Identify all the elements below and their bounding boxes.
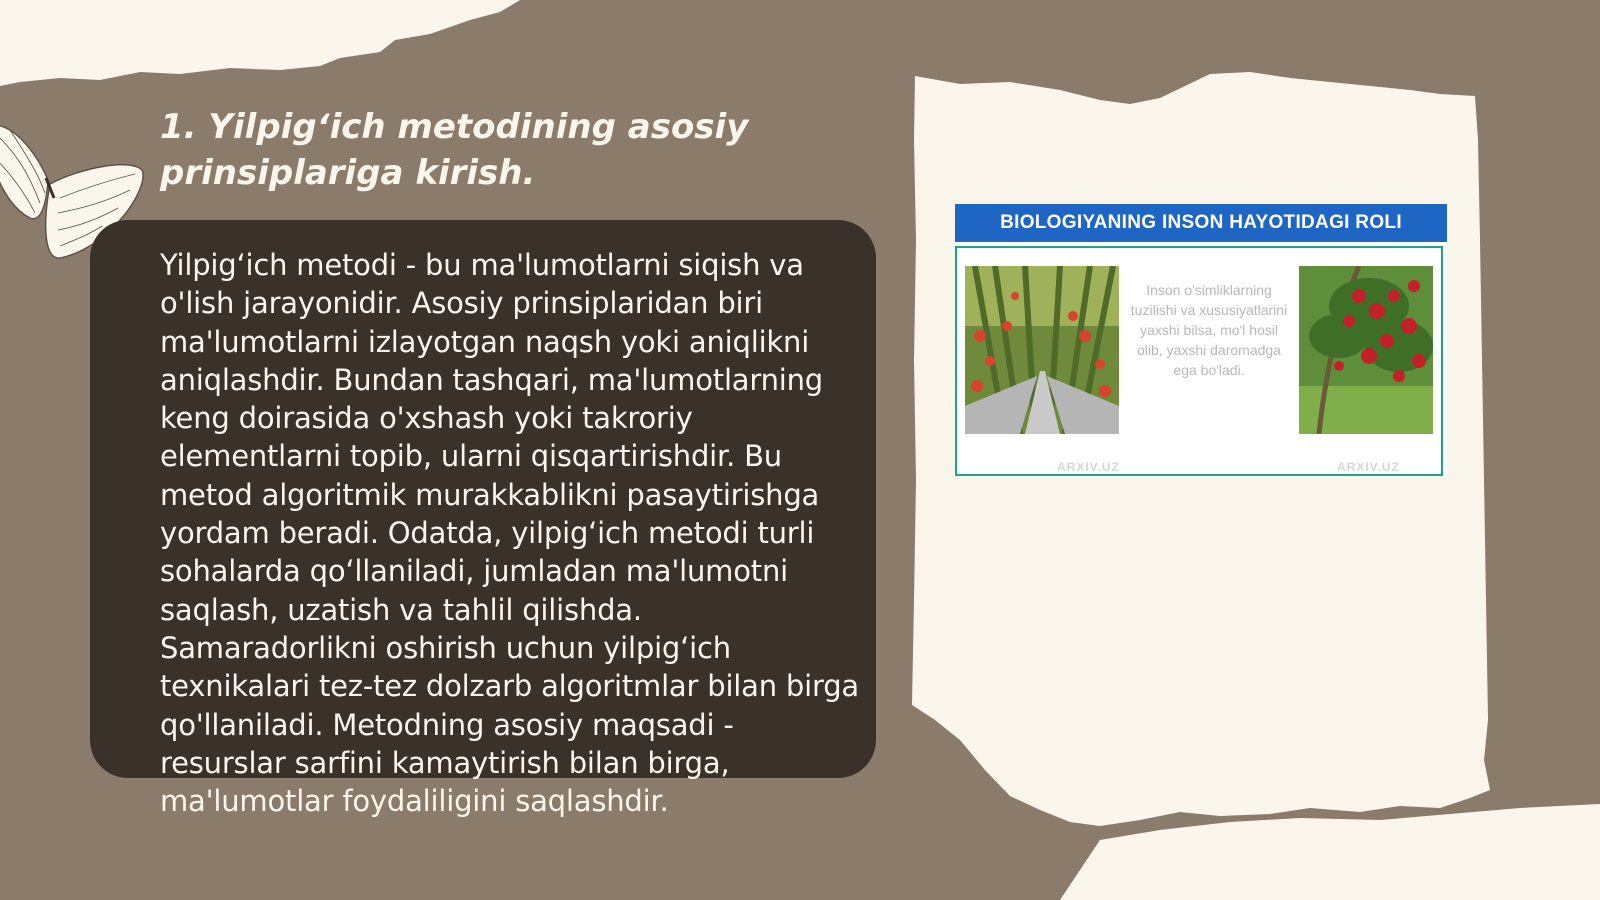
image-card-header: BIOLOGIYANING INSON HAYOTIDAGI ROLI [955,204,1447,242]
slide-title: 1. Yilpig‘ich metodining asosiy prinsiplariga kirish. [160,107,749,193]
watermark-right: ARXIV.UZ [1337,460,1400,474]
tomato-plant-photo [1299,266,1433,434]
watermark-left: ARXIV.UZ [1057,460,1120,474]
image-card [955,204,1447,478]
image-card-frame [955,246,1443,476]
greenhouse-tomatoes-photo [965,266,1119,434]
image-card-caption: Inson o'simliklarning tuzilishi va xususiyatlarini yaxshi bilsa, mo'l hosil olib, yaxshi daromadga ega bo'ladi. [1130,282,1288,378]
slide-body-text: Yilpig‘ich metodi - bu ma'lumotlarni siqish va o'lish jarayonidir. Asosiy prinsiplaridan biri ma'lumotlarni izlayotgan naqsh yoki aniqlikni aniqlashdir. Bundan tashqari, ma'lumotlarning keng doirasida o'xshash yoki takroriy elementlarni topib, ularni qisqartirishdir. Bu metod algoritmik murakkablikni pasaytirishga yordam beradi. Odatda, yilpig‘ich metodi turli sohalarda qo‘llaniladi, jumladan ma'lumotni saqlash, uzatish va tahlil qilishda. Samaradorlikni oshirish uchun yilpig‘ich texnikalari tez-tez dolzarb algoritmlar bilan birga qo'llaniladi. Metodning asosiy maqsadi - resurslar sarfini kamaytirish bilan birga, ma'lumotlar foydaliligini saqlashdir. [160,248,859,819]
